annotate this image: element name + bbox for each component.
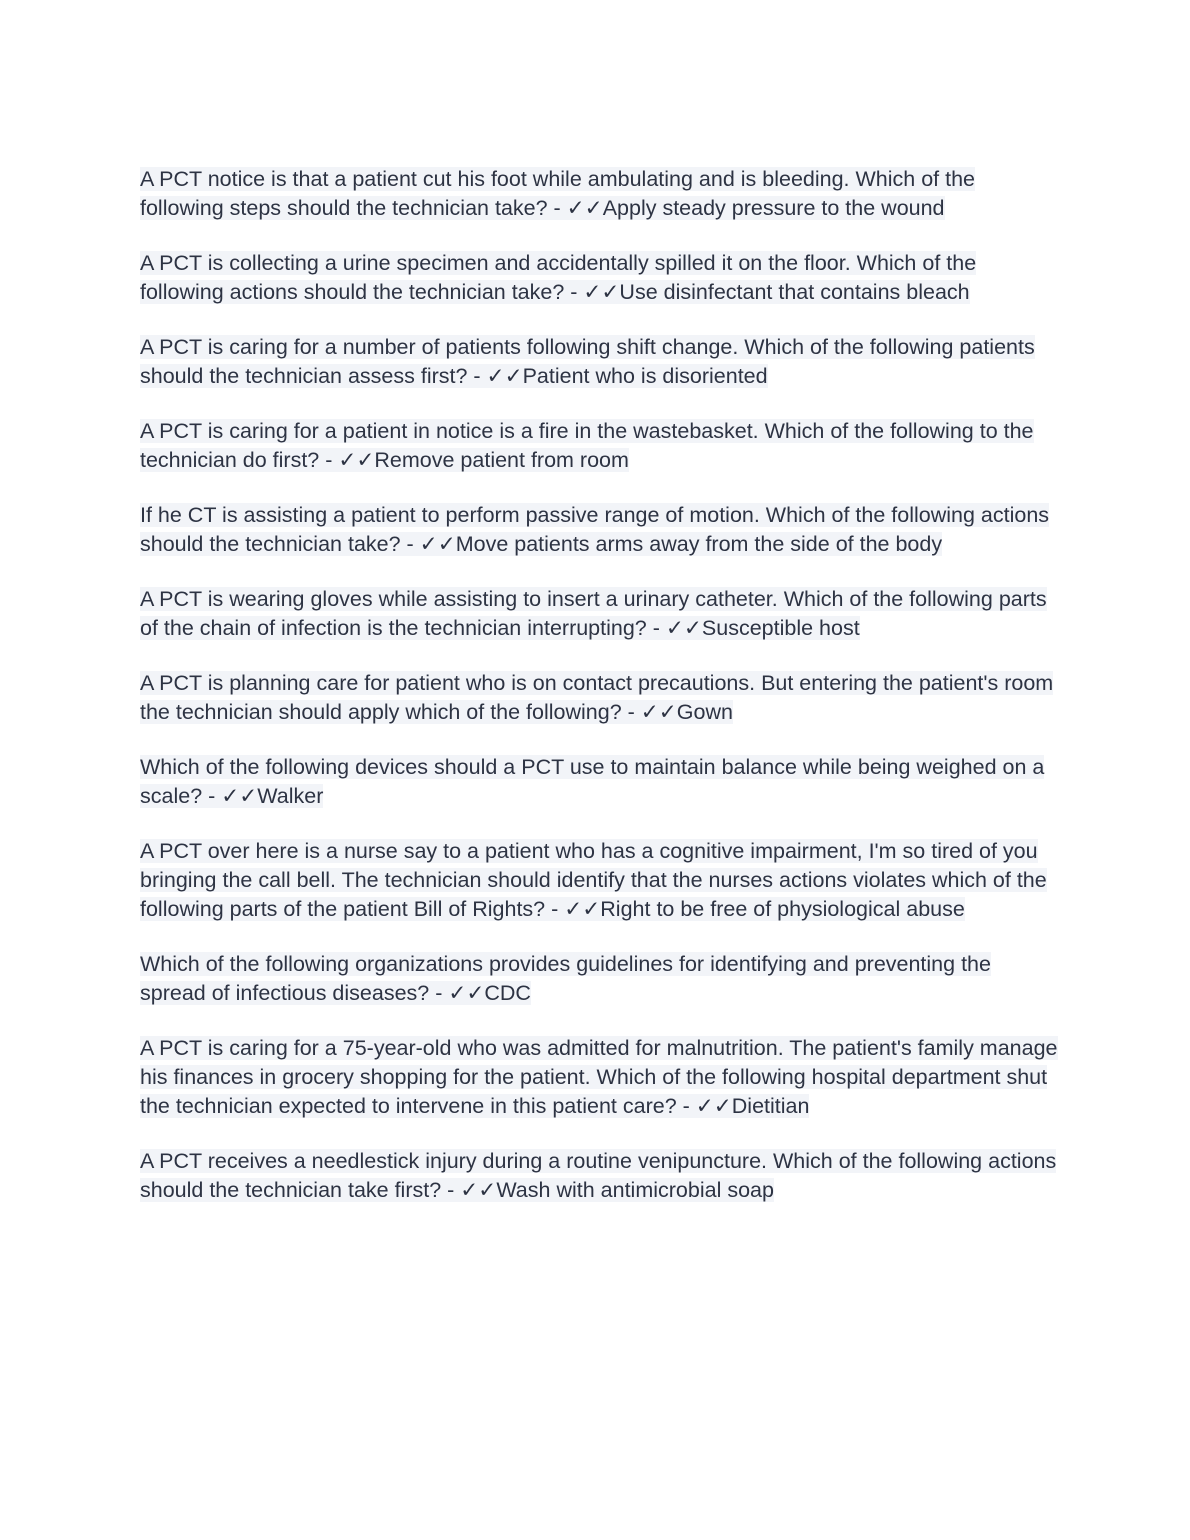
qa-item-5	[140, 501, 1060, 559]
qa-item-text: A PCT is planning care for patient who is on contact precautions. But entering the patient's room the technician should apply which of the following? - ✓✓Gown	[140, 671, 1054, 724]
qa-item-text: A PCT over here is a nurse say to a patient who has a cognitive impairment, I'm so tired of you bringing the call bell. The technician should identify that the nurses actions violates which of the following parts of the patient Bill of Rights? - ✓✓Right to be free of physiological abuse	[140, 839, 1047, 921]
qa-item-3	[140, 333, 1060, 391]
qa-item-7	[140, 669, 1060, 727]
qa-item-9	[140, 837, 1060, 924]
qa-item-text: If he CT is assisting a patient to perform passive range of motion. Which of the following actions should the technician take? - ✓✓Move patients arms away from the side of the body	[140, 503, 1050, 556]
qa-item-text: A PCT is collecting a urine specimen and accidentally spilled it on the floor. Which of the following actions should the technician take? - ✓✓Use disinfectant that contains bleach	[140, 251, 977, 304]
qa-item-1	[140, 165, 1060, 223]
qa-item-8	[140, 753, 1060, 811]
qa-item-text: A PCT receives a needlestick injury during a routine venipuncture. Which of the following actions should the technician take first? - ✓✓Wash with antimicrobial soap	[140, 1149, 1057, 1202]
qa-item-text: A PCT is caring for a number of patients following shift change. Which of the following patients should the technician assess first? - ✓✓Patient who is disoriented	[140, 335, 1035, 388]
qa-item-text: Which of the following devices should a PCT use to maintain balance while being weighed on a scale? - ✓✓Walker	[140, 755, 1045, 808]
qa-item-10	[140, 950, 1060, 1008]
qa-item-2	[140, 249, 1060, 307]
document-page	[140, 165, 1060, 1231]
qa-item-text: A PCT is caring for a 75-year-old who was admitted for malnutrition. The patient's family manage his finances in grocery shopping for the patient. Which of the following hospital department shut the technician expected to intervene in this patient care? - ✓✓Dietitian	[140, 1036, 1058, 1118]
qa-item-text: A PCT is wearing gloves while assisting to insert a urinary catheter. Which of the following parts of the chain of infection is the technician interrupting? - ✓✓Susceptible host	[140, 587, 1047, 640]
qa-item-11	[140, 1034, 1060, 1121]
qa-item-6	[140, 585, 1060, 643]
qa-item-text: Which of the following organizations provides guidelines for identifying and preventing the spread of infectious diseases? - ✓✓CDC	[140, 952, 991, 1005]
qa-item-text: A PCT notice is that a patient cut his foot while ambulating and is bleeding. Which of the following steps should the technician take? - ✓✓Apply steady pressure to the wound	[140, 167, 976, 220]
qa-item-text: A PCT is caring for a patient in notice is a fire in the wastebasket. Which of the following to the technician do first? - ✓✓Remove patient from room	[140, 419, 1034, 472]
qa-item-12	[140, 1147, 1060, 1205]
qa-item-4	[140, 417, 1060, 475]
